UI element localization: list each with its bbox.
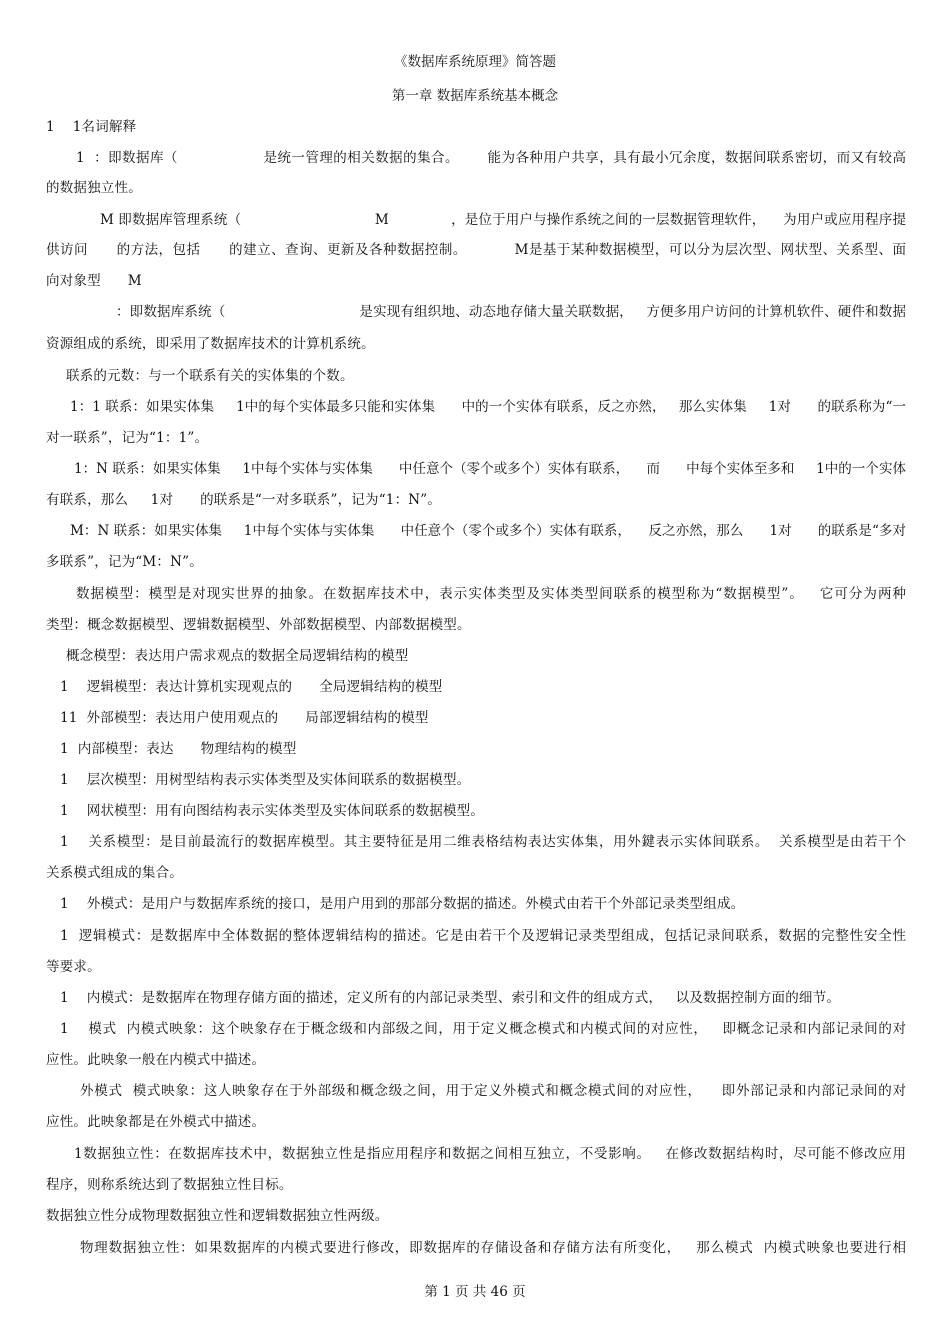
text-line: 资源组成的系统，即采用了数据库技术的计算机系统。 bbox=[46, 336, 375, 352]
text-line: 应性。此映象一般在内模式中描述。 bbox=[46, 1052, 266, 1068]
text-line: 1数据独立性：在数据库技术中，数据独立性是指应用程序和数据之间相互独立，不受影响。 在修改数据结构时，尽可能不修改应用 bbox=[74, 1146, 906, 1162]
text-line: 1 模式 内模式映象：这个映象存在于概念级和内部级之间，用于定义概念模式和内模式间的对应性， 即概念记录和内部记录间的对 bbox=[60, 1021, 906, 1037]
text-line: 的数据独立性。 bbox=[46, 180, 142, 196]
text-line: 程序，则称系统达到了数据独立性目标。 bbox=[46, 1177, 293, 1193]
text-line: M：N 联系：如果实体集 1中每个实体与实体集 中任意个（零个或多个）实体有联系， 反之亦然，那么 1对 的联系是“多对 bbox=[70, 523, 906, 539]
section-heading: 1 1名词解释 bbox=[46, 119, 137, 135]
text-line: 外模式 模式映象：这人映象存在于外部级和概念级之间，用于定义外模式和概念模式间的对应性， 即外部记录和内部记录间的对 bbox=[80, 1083, 906, 1099]
text-line: 联系的元数：与一个联系有关的实体集的个数。 bbox=[66, 368, 354, 384]
text-line: 1 层次模型：用树型结构表示实体类型及实体间联系的数据模型。 bbox=[60, 772, 471, 788]
text-line: 1 外模式：是用户与数据库系统的接口，是用户用到的那部分数据的描述。外模式由若干个外部记录类型组成。 bbox=[60, 896, 745, 912]
text-line: 供访问 的方法，包括 的建立、查询、更新及各种数据控制。 M是基于某种数据模型，可以分为层次型、网状型、关系型、面 bbox=[46, 242, 906, 258]
text-line: 等要求。 bbox=[46, 959, 101, 975]
text-line: 1 ：即数据库（ 是统一管理的相关数据的集合。 能为各种用户共享，具有最小冗余度，数据间联系密切，而又有较高 bbox=[76, 150, 906, 166]
text-line: 1 内部模型：表达 物理结构的模型 bbox=[60, 741, 297, 757]
text-line: 向对象型 M bbox=[46, 273, 142, 289]
text-line: 1：N 联系：如果实体集 1中每个实体与实体集 中任意个（零个或多个）实体有联系， 而 中每个实体至多和 1中的一个实体 bbox=[74, 461, 906, 477]
text-line: 有联系，那么 1对 的联系是“一对多联系”，记为“1：N”。 bbox=[46, 492, 442, 508]
document-title: 《数据库系统原理》简答题 bbox=[394, 54, 556, 70]
page-footer: 第 1 页 共 46 页 bbox=[424, 1284, 526, 1300]
text-line: 1 逻辑模式：是数据库中全体数据的整体逻辑结构的描述。它是由若干个及逻辑记录类型组成，包括记录间联系，数据的完整性安全性 bbox=[60, 928, 906, 944]
text-line: 1：1 联系：如果实体集 1中的每个实体最多只能和实体集 中的一个实体有联系，反之亦然， 那么实体集 1对 的联系称为“一 bbox=[70, 399, 906, 415]
text-line: 1 逻辑模型：表达计算机实现观点的 全局逻辑结构的模型 bbox=[60, 679, 443, 695]
text-line: 1 关系模型：是目前最流行的数据库模型。其主要特征是用二维表格结构表达实体集，用外鍵表示实体间联系。 关系模型是由若干个 bbox=[60, 834, 906, 850]
text-line: 物理数据独立性：如果数据库的内模式要进行修改，即数据库的存储设备和存储方法有所变化， 那么模式 内模式映象也要进行相 bbox=[80, 1240, 906, 1256]
text-line: 11 外部模型：表达用户使用观点的 局部逻辑结构的模型 bbox=[60, 710, 429, 726]
text-line: 对一联系”，记为“1：1”。 bbox=[46, 430, 209, 446]
chapter-heading: 第一章 数据库系统基本概念 bbox=[391, 88, 559, 104]
text-line: M 即数据库管理系统（ M ，是位于用户与操作系统之间的一层数据管理软件， 为用户或应用程序提 bbox=[100, 212, 906, 228]
text-line: 概念模型：表达用户需求观点的数据全局逻辑结构的模型 bbox=[66, 648, 409, 664]
text-line: ：即数据库系统（ 是实现有组织地、动态地存储大量关联数据， 方便多用户访问的计算机软件、硬件和数据 bbox=[116, 304, 906, 320]
text-line: 1 内模式：是数据库在物理存储方面的描述，定义所有的内部记录类型、索引和文件的组成方式， 以及数据控制方面的细节。 bbox=[60, 990, 841, 1006]
text-line: 数据模型：模型是对现实世界的抽象。在数据库技术中，表示实体类型及实体类型间联系的模型称为“数据模型”。 它可分为两种 bbox=[76, 586, 906, 602]
text-line: 类型：概念数据模型、逻辑数据模型、外部数据模型、内部数据模型。 bbox=[46, 617, 471, 633]
text-line: 多联系”，记为“M：N”。 bbox=[46, 554, 203, 570]
text-line: 1 网状模型：用有向图结构表示实体类型及实体间联系的数据模型。 bbox=[60, 803, 485, 819]
text-line: 关系模式组成的集合。 bbox=[46, 865, 183, 881]
text-line: 应性。此映象都是在外模式中描述。 bbox=[46, 1114, 266, 1130]
text-line: 数据独立性分成物理数据独立性和逻辑数据独立性两级。 bbox=[46, 1208, 389, 1224]
